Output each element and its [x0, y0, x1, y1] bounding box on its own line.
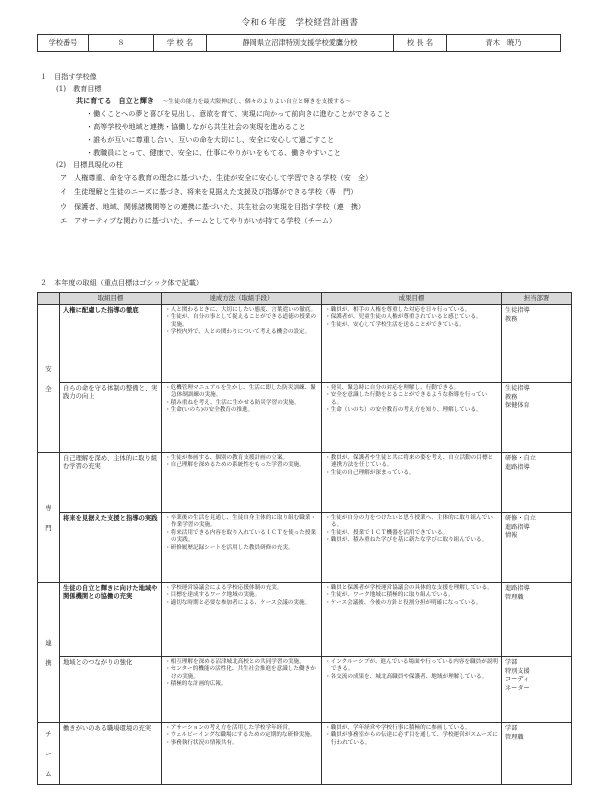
goal-cell: 将来を見据えた支援と指導の実践 [60, 513, 162, 583]
dept-item: 研修・自立 [505, 455, 536, 462]
outcome-item: ・生徒の自己理解が深まっている。 [325, 469, 415, 476]
table-row [38, 583, 572, 657]
method-item: ・積み重ねを考え、生活に生かせる防災学習の実施。 [165, 399, 300, 406]
outcome-item: ・安全を意識した行動をとることができるような指導を行っている。 [325, 392, 488, 406]
dept-item: 生徒指導 [505, 385, 530, 392]
motto-text: 共に育てる 自立と輝き [76, 96, 155, 105]
method-item: ・卒業後の生活を見通し、生徒自身主体的に取り組む職業・作業学習の実施。 [165, 515, 317, 529]
pillars-heading: (2) 目標具現化の柱 [56, 160, 123, 169]
method-item: ・相互理解を深める沼津城北高校との共同学習の実施。 [165, 659, 305, 665]
education-goal-list [86, 107, 391, 159]
outcome-item: ・生命（いのち）の安全教育の考え方を知り、理解している。 [325, 407, 482, 414]
education-goal-item: ・高等学校や地域と連携・協働しながら共生社会の実現を進めること [86, 122, 306, 131]
table-row [38, 453, 572, 513]
method-cell [162, 657, 322, 723]
dept-item: 教務 [505, 393, 518, 401]
area-label-cell [38, 723, 60, 785]
method-item: ・目標を達成するワーク地域の実施。 [165, 592, 261, 599]
table-row [38, 383, 572, 453]
school-name-label: 学 校 名 [154, 35, 207, 52]
dept-item: 学部 [505, 659, 518, 666]
outcome-cell [322, 453, 502, 513]
school-number-label: 学校番号 [38, 35, 89, 52]
area-label-char: 携 [45, 658, 52, 667]
pillars-list [60, 171, 372, 229]
method-item: ・危機管理マニュアルを生かし、生活に即した防災訓練、緊急体制訓練の実施。 [165, 385, 316, 399]
outcome-item: ・職員が事務室からの伝達に必ず目を通して、学校運営がスムーズに行われている。 [325, 732, 498, 746]
method-item: ・事務執行状況の情報共有。 [165, 739, 238, 746]
dept-cell [502, 383, 572, 453]
dept-item: 管理職 [505, 593, 524, 601]
outcome-cell [322, 305, 502, 383]
method-cell [162, 305, 322, 383]
header-dept: 担当部署 [502, 293, 572, 305]
outcome-item: ・教員が、保護者や生徒と共に将来の姿を考え、自立活動の目標と連携方法を任じている。 [325, 455, 494, 469]
goal-cell: 生徒の自立と輝きに向けた地域や関係機関との協働の充実 [60, 583, 162, 657]
dept-item: 生徒指導 [505, 307, 530, 314]
pillar-item: エ アサーティブな関わりに基づいた、チームとしてやりがいが持てる学校（チーム） [60, 216, 337, 226]
section1-heading: １ 目指す学校像 [40, 72, 97, 81]
area-label-cell [38, 583, 60, 723]
outcome-item: ・ケース会議後、今後の方針と役割分担が明確になっている。 [325, 599, 482, 606]
method-item: ・自己理解を深めるための系統性をもった学習の実施。 [165, 462, 305, 469]
outcome-item: ・インクルーシブが、進んでいる場面や行っている内容を職員が説明できる。 [325, 659, 499, 673]
dept-item: 学部 [505, 725, 518, 732]
goal-cell: 働きがいのある職場環境の充実 [60, 723, 162, 785]
method-item: ・学校運営協議会による学校応援体制の充実。 [165, 585, 283, 591]
outcome-item: ・生徒が、ワーク地域に積極的に取り組んでいる。 [325, 592, 454, 599]
area-label-char: 全 [45, 384, 52, 393]
school-info-table [37, 34, 561, 52]
header-method: 達成方法（取組手段） [162, 293, 322, 305]
dept-item: 教務 [505, 315, 518, 323]
annual-plan-table [37, 292, 572, 785]
goal-cell: 地域とのつながりの強化 [60, 657, 162, 723]
outcome-item: ・発災、緊急時に自分の対応を理解し、行動できる。 [325, 385, 460, 391]
table-row [38, 723, 572, 785]
method-item: ・学校内外で、人との関わりについて考える機会の設定。 [165, 329, 311, 336]
method-item: ・研修履歴記録シートを活用した教員研修の充実。 [165, 544, 294, 551]
dept-cell [502, 305, 572, 383]
education-goal-item: ・誰もが互いに尊重し合い、互いの命を大切にし、安全に安心して過ごすこと [86, 135, 335, 144]
area-label-cell [38, 305, 60, 453]
dept-item: 進路指導 [505, 585, 530, 592]
dept-item: 保健体育 [505, 402, 530, 410]
method-cell [162, 383, 322, 453]
area-label-char: ム [45, 769, 52, 778]
education-goal-item: ・教職員にとって、健康で、安全に、仕事にやりがいをもてる、働きやすいこと [86, 148, 341, 157]
table-row [38, 657, 572, 723]
motto-note: ～生徒の能力を最大限伸ばし、個々のよりよい自立と輝きを支援する～ [162, 99, 351, 105]
method-item: ・ウェルビーイングな職場にするための定期的な研修実施。 [165, 732, 316, 739]
dept-item: 管理職 [505, 733, 524, 741]
dept-item: 情報 [505, 532, 518, 540]
dept-cell [502, 657, 572, 723]
area-label-char: 安 [45, 364, 52, 373]
method-item: ・生徒が、自分の事として捉えることができる道徳の授業の実施。 [165, 314, 317, 328]
method-item: ・積極的な計画的広報。 [165, 681, 227, 688]
dept-item: ネーター [505, 684, 530, 692]
header-outcome: 成果目標 [322, 293, 502, 305]
dept-item: 研修・自立 [505, 515, 536, 522]
header-goal: 取組目標 [60, 293, 162, 305]
outcome-item: ・生徒が、授業でＩＣＴ機器を活用できている。 [325, 529, 449, 536]
area-label-char: 専 [45, 503, 52, 512]
dept-item: 特別支援 [505, 667, 530, 675]
school-name-value: 静岡県立沼津特別支援学校愛鷹分校 [207, 35, 394, 52]
method-item: ・将来活用できる内容を取り入れているＩＣＴを使った授業の実践。 [165, 529, 317, 544]
principal-label: 校 長 名 [394, 35, 447, 52]
dept-cell [502, 583, 572, 657]
method-cell [162, 453, 322, 513]
section2-heading: ２ 本年度の取組（重点目標はゴシック体で記載） [40, 278, 204, 287]
dept-item: 進路指導 [505, 523, 530, 531]
education-goal-heading: (1) 教育目標 [56, 84, 102, 93]
outcome-cell [322, 513, 502, 583]
outcome-cell [322, 723, 502, 785]
area-label-cell [38, 453, 60, 583]
outcome-item: ・職員が、学年経営や学校行事に積極的に参画している。 [325, 725, 471, 731]
method-item: ・センター的機能の活性化、共生社会推進を意識した働きかけの実施。 [165, 666, 316, 680]
goal-cell: 自らの命を守る体制の整備と、実践力の向上 [60, 383, 162, 453]
table-row [38, 305, 572, 383]
area-label-char: ー [45, 749, 52, 758]
method-cell [162, 513, 322, 583]
dept-cell [502, 453, 572, 513]
table-row [38, 513, 572, 583]
dept-cell [502, 723, 572, 785]
outcome-cell [322, 657, 502, 723]
method-item: ・アサーションの考え方を活用した学校学年経営。 [165, 725, 294, 731]
header-area [38, 293, 60, 305]
method-item: ・人と関わるときに、大切にしたい態度、言葉遣いの徹底。 [165, 307, 317, 313]
outcome-cell [322, 383, 502, 453]
pillar-item: ウ 保護者、地域、関係諸機関等との連携に基づいた、共生社会の実現を目指す学校（連 携） [60, 201, 366, 211]
dept-cell [502, 513, 572, 583]
dept-item: コーディ [505, 676, 530, 684]
outcome-item: ・職員が、相手の人権を尊重した対応を日々行っている。 [325, 307, 471, 313]
outcome-item: ・保護者が、児童生徒の人権が尊重されていると感じている。 [325, 314, 482, 321]
outcome-item: ・生徒が、安心して学校生活を送ることができている。 [325, 321, 465, 328]
education-goal-item: ・働くことへの夢と喜びを見出し、意欲を育て、実現に向かって前向きに進むことができること [86, 109, 391, 118]
outcome-item: ・生徒が自分の力をつけたいと思う授業へ、主体的に取り組んでいる。 [325, 515, 493, 529]
plan-header-row [38, 293, 572, 305]
goal-cell: 自己理解を深め、主体的に取り組む学習の充実 [60, 453, 162, 513]
dept-item: 進路指導 [505, 463, 530, 471]
area-label-char: 門 [45, 523, 52, 532]
school-number-value: ８ [89, 35, 154, 52]
outcome-item: ・各交流の成果を、城北高職員や保護者、地域が理解している。 [325, 673, 488, 680]
method-item: ・適切な時期と必要な参加者による、ケース会議の実施。 [165, 599, 311, 606]
document-title: 令和６年度 学校経営計画書 [241, 18, 359, 28]
method-item: ・生徒が参画する、個別の教育支援計画の立案。 [165, 455, 289, 461]
outcome-item: ・職員が、積み重ねた学びを基に新たな学びに取り組んでいる。 [325, 537, 488, 544]
goal-cell: 人権に配慮した指導の徹底 [60, 305, 162, 383]
area-label-char: 連 [45, 638, 52, 647]
outcome-cell [322, 583, 502, 657]
pillar-item: ア 人権尊重、命を守る教育の理念に基づいた、生徒が安全に安心して学習できる学校（安 全） [60, 173, 373, 182]
principal-name-value: 青木 暁乃 [447, 35, 561, 52]
area-label-char: チ [45, 729, 52, 738]
method-item: ・生命(いのち)の安全教育の推進。 [165, 407, 254, 414]
method-cell [162, 723, 322, 785]
method-cell [162, 583, 322, 657]
pillar-item: イ 生徒理解と生徒のニーズに基づき、将来を見据えた支援及び指導ができる学校（専 門） [60, 187, 358, 197]
outcome-item: ・職員と保護者が学校運営協議会の具体的な支援を理解している。 [325, 585, 493, 591]
